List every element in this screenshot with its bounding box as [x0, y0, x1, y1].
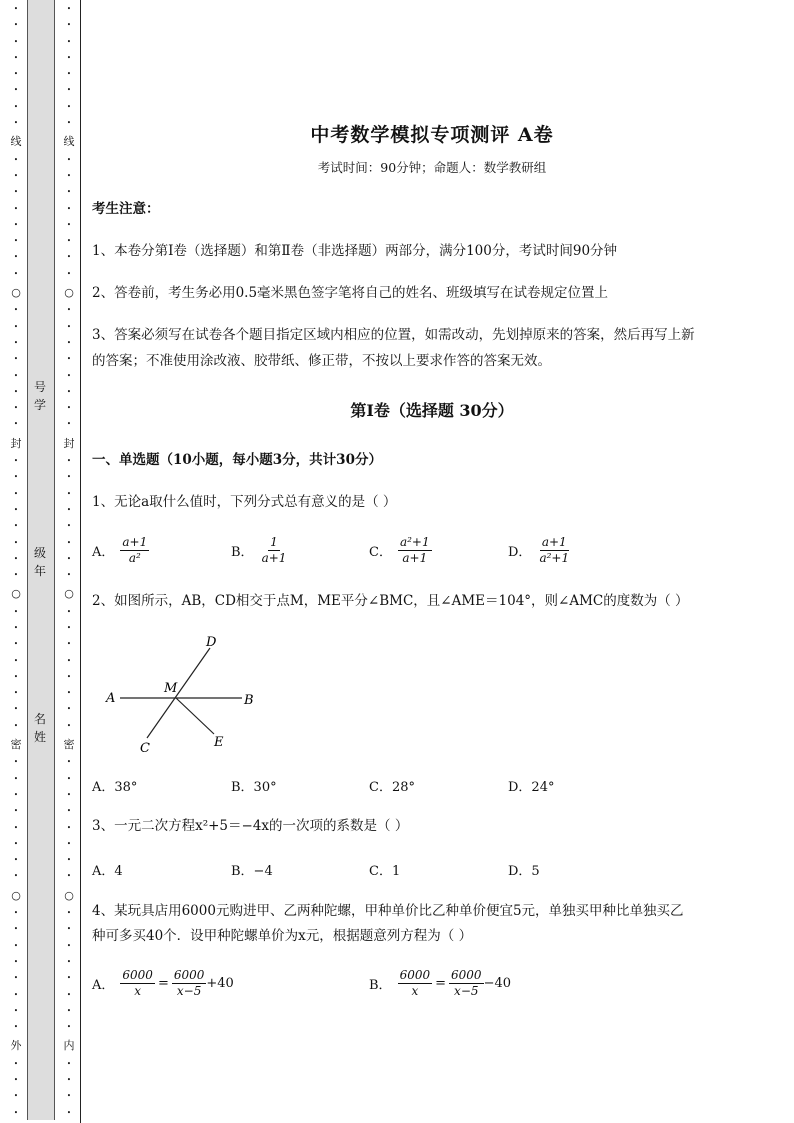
binding-line	[80, 0, 81, 1123]
binding-mark: 密	[10, 738, 22, 752]
q4-option-b[interactable]	[369, 968, 511, 999]
binding-dot: •	[13, 237, 19, 246]
binding-dot: •	[13, 705, 19, 714]
binding-dot: •	[66, 489, 72, 498]
binding-dot: •	[13, 672, 19, 681]
label-b: B	[244, 693, 254, 708]
binding-dot: •	[66, 1108, 72, 1117]
binding-dot: •	[66, 705, 72, 714]
binding-mark: ○	[11, 888, 21, 902]
denominator: x	[134, 984, 142, 998]
binding-dot: •	[66, 522, 72, 531]
binding-dot: •	[13, 322, 19, 331]
binding-dot: •	[13, 839, 19, 848]
binding-dot: •	[13, 656, 19, 665]
page-title: 中考数学模拟专项测评 A卷	[310, 124, 554, 146]
binding-dot: •	[13, 990, 19, 999]
binding-dot: •	[66, 554, 72, 563]
binding-dot: •	[66, 70, 72, 79]
binding-dot: •	[13, 102, 19, 111]
binding-mark: 密	[63, 738, 75, 752]
fraction	[398, 968, 433, 999]
binding-dot: •	[66, 404, 72, 413]
binding-dot: •	[13, 790, 19, 799]
binding-dot: •	[66, 1092, 72, 1101]
q1-option-c[interactable]	[369, 535, 432, 566]
binding-dot: •	[66, 102, 72, 111]
student-number-label: 号 学	[33, 380, 46, 412]
binding-dot: •	[13, 220, 19, 229]
numerator: 6000	[451, 968, 482, 982]
binding-mark: 封	[63, 436, 75, 450]
binding-dot: •	[66, 371, 72, 380]
binding-dot: •	[13, 188, 19, 197]
binding-dot: •	[13, 269, 19, 278]
binding-mark: 外	[10, 1039, 22, 1053]
name-label: 名 姓	[33, 712, 46, 744]
q2-option-d[interactable]: D．24°	[508, 780, 555, 795]
numerator: a+1	[122, 535, 148, 549]
binding-dot: •	[66, 21, 72, 30]
binding-dot: •	[66, 237, 72, 246]
binding-dot: •	[66, 5, 72, 13]
q3-option-d[interactable]: D．5	[508, 864, 540, 879]
binding-dot: •	[66, 672, 72, 681]
question-3-stem: 3、一元二次方程x²+5＝−4x的一次项的系数是（ ）	[92, 818, 409, 834]
denominator: x−5	[176, 984, 202, 998]
binding-dot: •	[13, 306, 19, 315]
page-subtitle: 考试时间：90分钟；命题人：数学教研组	[317, 160, 547, 175]
binding-dot: •	[13, 640, 19, 649]
denominator: a²	[128, 551, 141, 565]
binding-dot: •	[66, 188, 72, 197]
denominator: a²+1	[539, 551, 570, 565]
angle-figure	[102, 630, 262, 755]
option-label: A．	[92, 978, 115, 993]
binding-dot: •	[66, 941, 72, 950]
binding-dot: •	[66, 839, 72, 848]
binding-dot: •	[13, 155, 19, 164]
binding-dot: •	[13, 957, 19, 966]
binding-dot: •	[13, 941, 19, 950]
binding-dot: •	[66, 909, 72, 918]
binding-dot: •	[13, 70, 19, 79]
binding-dot: •	[66, 1023, 72, 1032]
binding-dot: •	[66, 807, 72, 816]
binding-dot: •	[13, 925, 19, 934]
denominator: a+1	[261, 551, 287, 565]
binding-mark: 内	[63, 1039, 75, 1053]
binding-dot: •	[13, 404, 19, 413]
binding-dot: •	[66, 86, 72, 95]
binding-dot: •	[66, 473, 72, 482]
binding-dot: •	[66, 721, 72, 730]
binding-dot: •	[13, 21, 19, 30]
binding-dot: •	[13, 86, 19, 95]
binding-dot: •	[66, 355, 72, 364]
label-d: D	[206, 635, 217, 650]
binding-mark: ○	[11, 587, 21, 601]
binding-dot: •	[66, 420, 72, 429]
binding-dot: •	[13, 856, 19, 865]
part-heading: 一、单选题（10小题，每小题3分，共计30分）	[92, 452, 382, 468]
binding-dot: •	[13, 872, 19, 881]
binding-dot: •	[13, 204, 19, 213]
fraction	[537, 535, 571, 566]
binding-dot: •	[13, 1006, 19, 1015]
binding-dot: •	[66, 538, 72, 547]
q2-option-b[interactable]: B．30°	[231, 780, 277, 795]
option-label: C．	[369, 545, 392, 560]
binding-dot: •	[13, 689, 19, 698]
binding-dot: •	[13, 538, 19, 547]
binding-dot: •	[13, 489, 19, 498]
binding-dot: •	[13, 338, 19, 347]
label-m: M	[164, 681, 178, 696]
option-label: B．	[231, 545, 254, 560]
fraction	[449, 968, 484, 999]
notice-item-3a: 3、答案必须写在试卷各个题目指定区域内相应的位置，如需改动，先划掉原来的答案，然后再写上新	[92, 327, 695, 343]
label-e: E	[214, 735, 224, 750]
notice-item-2: 2、答卷前，考生务必用0.5毫米黑色签字笔将自己的姓名、班级填写在试卷规定位置上	[92, 285, 609, 301]
binding-dot: •	[13, 505, 19, 514]
binding-mark: ○	[11, 286, 21, 300]
binding-mark: 线	[63, 135, 75, 149]
binding-dot: •	[13, 623, 19, 632]
notice-heading: 考生注意：	[92, 201, 160, 217]
binding-dot: •	[66, 505, 72, 514]
binding-dot: •	[66, 269, 72, 278]
fraction	[260, 535, 289, 566]
binding-dot: •	[13, 387, 19, 396]
binding-dot: •	[66, 204, 72, 213]
denominator: x−5	[454, 984, 479, 998]
line-cd	[147, 648, 210, 738]
binding-mark: ○	[64, 888, 74, 902]
option-label: A．	[92, 545, 115, 560]
binding-dot: •	[66, 1006, 72, 1015]
notice-item-1: 1、本卷分第Ⅰ卷（选择题）和第Ⅱ卷（非选择题）两部分，满分100分，考试时间90分钟	[92, 243, 618, 259]
binding-dot: •	[13, 974, 19, 983]
binding-dot: •	[66, 623, 72, 632]
numerator: 6000	[173, 968, 205, 982]
binding-dot: •	[13, 1108, 19, 1117]
numerator: 6000	[122, 968, 153, 982]
binding-dot: •	[13, 522, 19, 531]
binding-dot: •	[13, 457, 19, 466]
grade-label: 级 年	[33, 546, 46, 578]
binding-dot: •	[66, 925, 72, 934]
binding-dot: •	[13, 119, 19, 128]
binding-dot: •	[66, 457, 72, 466]
binding-dot: •	[66, 974, 72, 983]
denominator: a+1	[402, 551, 428, 565]
q1-option-d[interactable]	[508, 535, 571, 566]
binding-dot: •	[13, 420, 19, 429]
binding-dot: •	[66, 119, 72, 128]
binding-dot: •	[66, 171, 72, 180]
binding-dot: •	[13, 37, 19, 46]
binding-dot: •	[66, 53, 72, 62]
binding-dot: •	[66, 758, 72, 767]
binding-dot: •	[13, 721, 19, 730]
binding-dot: •	[66, 957, 72, 966]
binding-dot: •	[13, 607, 19, 616]
q1-option-b[interactable]	[231, 535, 288, 566]
question-4-stem-line-1: 4、某玩具店用6000元购进甲、乙两种陀螺，甲种单价比乙种单价便宜5元，单独买甲种比单独买乙	[92, 903, 684, 919]
question-4-stem-line-2: 种可多买40个．设甲种陀螺单价为x元，根据题意列方程为（ ）	[92, 928, 473, 944]
binding-dot: •	[13, 774, 19, 783]
binding-mark: ○	[64, 587, 74, 601]
fraction	[120, 535, 149, 566]
binding-dot: •	[13, 473, 19, 482]
equals-sign: =	[435, 976, 447, 991]
binding-dot: •	[13, 1076, 19, 1084]
numerator: a²+1	[399, 535, 430, 549]
binding-mark: ○	[64, 286, 74, 300]
section-title: 第Ⅰ卷（选择题 30分）	[350, 401, 514, 420]
label-a: A	[106, 691, 116, 706]
binding-dot: •	[66, 774, 72, 783]
binding-mark: 线	[10, 135, 22, 149]
binding-dot: •	[13, 758, 19, 767]
numerator: 6000	[399, 968, 431, 982]
binding-dot: •	[66, 306, 72, 315]
binding-dot: •	[13, 355, 19, 364]
option-label: B．	[369, 978, 392, 993]
binding-dot: •	[66, 823, 72, 832]
binding-dot: •	[13, 909, 19, 918]
binding-dot: •	[66, 656, 72, 665]
denominator: x	[411, 984, 419, 998]
binding-dot: •	[66, 640, 72, 649]
binding-dot: •	[66, 1059, 72, 1068]
outer-dotted-column	[9, 0, 23, 1123]
binding-dot: •	[66, 689, 72, 698]
binding-mark: 封	[10, 436, 22, 450]
q4-option-a[interactable]	[92, 968, 234, 999]
binding-dot: •	[13, 571, 19, 580]
numerator: 1	[270, 535, 278, 549]
binding-dot: •	[13, 1023, 19, 1032]
binding-dot: •	[66, 253, 72, 262]
binding-dot: •	[13, 253, 19, 262]
binding-dot: •	[66, 872, 72, 881]
fraction	[172, 968, 207, 999]
binding-dot: •	[13, 5, 19, 13]
inner-dotted-column	[62, 0, 76, 1123]
binding-dot: •	[66, 990, 72, 999]
binding-dot: •	[66, 571, 72, 580]
question-2-stem: 2、如图所示，AB，CD相交于点M，ME平分∠BMC，且∠AME＝104°，则∠AMC的度数为（ ）	[92, 593, 689, 609]
binding-dot: •	[13, 371, 19, 380]
q2-option-c[interactable]: C．28°	[369, 780, 415, 795]
binding-dot: •	[13, 53, 19, 62]
binding-dot: •	[66, 387, 72, 396]
binding-dot: •	[13, 823, 19, 832]
binding-margin	[0, 0, 82, 1123]
numerator: a+1	[541, 535, 567, 549]
binding-dot: •	[66, 37, 72, 46]
option-tail: −40	[483, 976, 511, 991]
binding-dot: •	[66, 1076, 72, 1084]
binding-dot: •	[13, 1092, 19, 1101]
fraction	[120, 968, 155, 999]
option-tail: +40	[206, 976, 234, 991]
binding-dot: •	[13, 1059, 19, 1068]
label-c: C	[140, 741, 150, 755]
notice-item-3b: 的答案；不准使用涂改液、胶带纸、修正带，不按以上要求作答的答案无效。	[92, 353, 551, 369]
equals-sign: =	[157, 976, 169, 991]
binding-dot: •	[66, 790, 72, 799]
option-label: D．	[508, 545, 532, 560]
binding-dot: •	[66, 856, 72, 865]
binding-dot: •	[66, 322, 72, 331]
q1-option-a[interactable]	[92, 535, 149, 566]
binding-dot: •	[66, 607, 72, 616]
ray-me	[176, 698, 214, 734]
binding-dot: •	[13, 554, 19, 563]
binding-dot: •	[66, 220, 72, 229]
question-1-stem: 1、无论a取什么值时，下列分式总有意义的是（ ）	[92, 494, 397, 510]
binding-dot: •	[13, 171, 19, 180]
binding-dot: •	[66, 338, 72, 347]
binding-dot: •	[66, 155, 72, 164]
binding-dot: •	[13, 807, 19, 816]
q3-option-b[interactable]: B．−4	[231, 864, 273, 879]
fraction	[398, 535, 432, 566]
q3-option-a[interactable]: A．4	[92, 864, 123, 879]
q3-option-c[interactable]: C．1	[369, 864, 401, 879]
q2-option-a[interactable]: A．38°	[92, 780, 138, 795]
